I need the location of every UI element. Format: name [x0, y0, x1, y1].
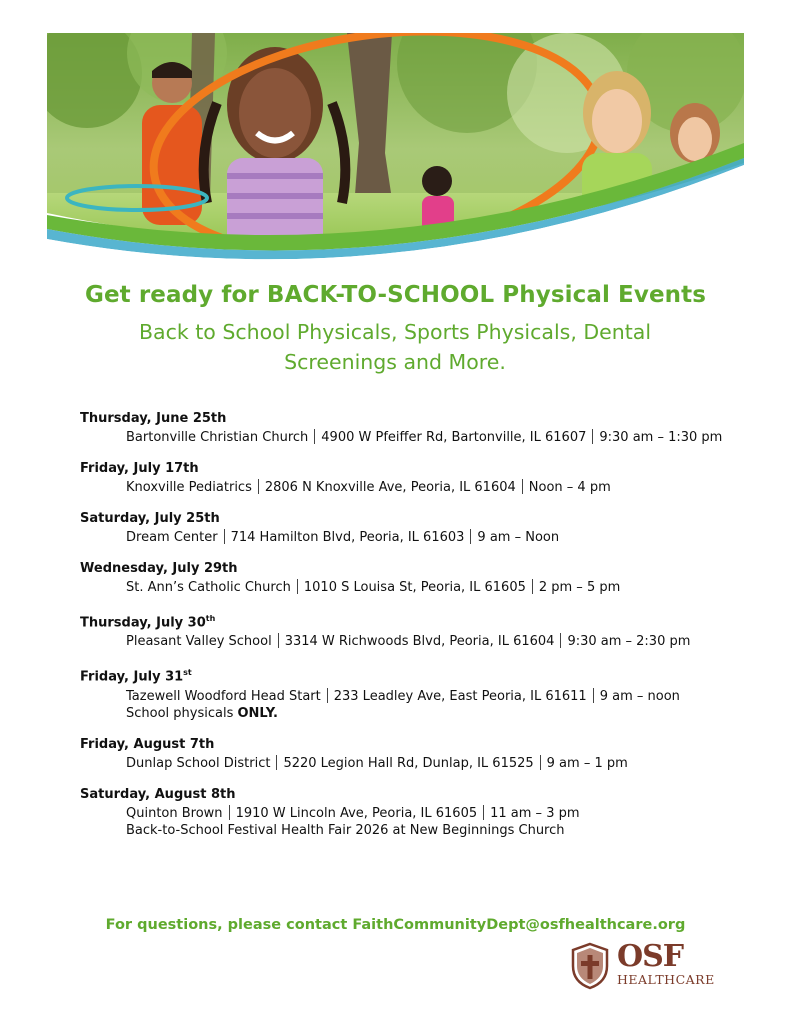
divider	[560, 633, 561, 648]
event-time: 9 am – Noon	[477, 530, 560, 545]
event-venue: Dunlap School District	[126, 755, 271, 771]
divider	[224, 529, 225, 544]
event-item	[80, 560, 760, 596]
event-venue: St. Ann’s Catholic Church	[126, 580, 291, 595]
date-ordinal: th	[205, 614, 216, 623]
event-venue: Knoxville Pediatrics	[126, 480, 252, 495]
event-address: 1910 W Lincoln Ave, Peoria, IL 61605	[235, 805, 478, 821]
divider	[470, 529, 471, 544]
osf-healthcare-logo	[569, 939, 719, 992]
divider	[540, 755, 541, 770]
event-item	[80, 736, 760, 772]
divider	[229, 805, 230, 820]
event-time: 9 am – 1 pm	[546, 755, 628, 771]
event-details	[80, 529, 760, 546]
event-date: Thursday, July 30th	[80, 614, 216, 631]
divider	[327, 688, 328, 703]
event-address: 4900 W Pfeiffer Rd, Bartonville, IL 61607	[321, 430, 587, 445]
event-time: Noon – 4 pm	[528, 480, 611, 495]
event-venue: Bartonville Christian Church	[126, 430, 309, 445]
note-emphasis: ONLY.	[237, 705, 278, 721]
event-time: 2 pm – 5 pm	[538, 580, 621, 595]
logo-wordmark	[617, 939, 715, 988]
event-details	[80, 755, 760, 772]
event-date: Saturday, July 25th	[80, 511, 220, 526]
event-list	[80, 410, 760, 853]
event-venue: Quinton Brown	[126, 805, 223, 821]
event-time: 11 am – 3 pm	[490, 805, 580, 821]
event-item	[80, 410, 760, 446]
divider	[593, 688, 594, 703]
shield-cross-icon	[569, 942, 611, 990]
event-date: Wednesday, July 29th	[80, 561, 238, 576]
subtitle-line-2: Screenings and More.	[284, 350, 506, 374]
divider	[276, 755, 277, 770]
event-time: 9 am – noon	[599, 688, 680, 704]
event-item	[80, 610, 760, 650]
divider	[258, 479, 259, 494]
divider	[314, 429, 315, 444]
divider	[297, 579, 298, 594]
event-time: 9:30 am – 2:30 pm	[567, 634, 691, 650]
date-ordinal: st	[183, 668, 192, 678]
divider	[483, 805, 484, 820]
event-address: 3314 W Richwoods Blvd, Peoria, IL 61604	[284, 634, 555, 650]
subtitle-line-1: Back to School Physicals, Sports Physicals, Dental	[138, 320, 652, 344]
event-address: 2806 N Knoxville Ave, Peoria, IL 61604	[264, 480, 516, 495]
hero-photo	[47, 33, 744, 265]
divider	[532, 579, 533, 594]
event-item	[80, 786, 760, 839]
event-date: Friday, August 7th	[80, 736, 215, 752]
event-address: 1010 S Louisa St, Peoria, IL 61605	[303, 580, 526, 595]
event-date: Friday, July 31st	[80, 668, 192, 685]
event-details	[80, 479, 760, 496]
event-address: 233 Leadley Ave, East Peoria, IL 61611	[333, 688, 587, 704]
page-subtitle	[95, 317, 695, 377]
logo-healthcare: HEALTHCARE	[617, 972, 715, 987]
event-date: Saturday, August 8th	[80, 786, 236, 802]
event-item	[80, 460, 760, 496]
event-details	[80, 805, 760, 822]
page-title: Get ready for BACK-TO-SCHOOL Physical Events	[84, 282, 707, 308]
event-date: Thursday, June 25th	[80, 411, 227, 426]
event-details	[80, 429, 760, 446]
event-note: Back-to-School Festival Health Fair 2026 at New Beginnings Church	[126, 822, 565, 838]
event-venue: Pleasant Valley School	[126, 634, 272, 650]
event-details	[80, 688, 760, 705]
event-address: 714 Hamilton Blvd, Peoria, IL 61603	[230, 530, 465, 545]
logo-osf: OSF	[617, 939, 684, 974]
event-details	[80, 633, 760, 650]
divider	[592, 429, 593, 444]
event-venue: Tazewell Woodford Head Start	[126, 688, 321, 704]
event-item	[80, 510, 760, 546]
event-address: 5220 Legion Hall Rd, Dunlap, IL 61525	[283, 755, 534, 771]
event-details	[80, 579, 760, 596]
event-note: School physicals ONLY.	[126, 705, 278, 721]
event-item	[80, 664, 760, 721]
event-date: Friday, July 17th	[80, 461, 199, 476]
children-playing-illustration	[47, 33, 744, 265]
divider	[522, 479, 523, 494]
event-venue: Dream Center	[126, 530, 218, 545]
divider	[278, 633, 279, 648]
contact-line: For questions, please contact FaithCommunityDept@osfhealthcare.org	[105, 917, 686, 933]
event-time: 9:30 am – 1:30 pm	[599, 430, 723, 445]
